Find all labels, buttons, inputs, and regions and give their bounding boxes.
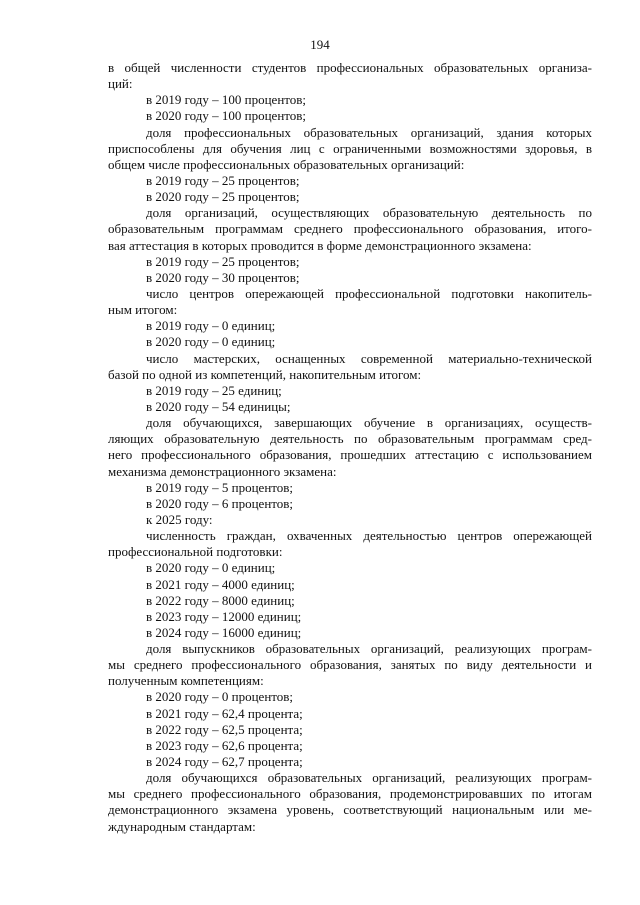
text-line: мы среднего профессионального образования, продемонстрировавших по итогам xyxy=(108,786,592,802)
text-line: доля организаций, осуществляющих образовательную деятельность по xyxy=(146,205,592,221)
list-item: в 2020 году – 100 процентов; xyxy=(146,108,307,124)
text-line: число мастерских, оснащенных современной материально-технической xyxy=(146,350,592,366)
text-line: доля выпускников образовательных организаций, реализующих програм- xyxy=(146,641,592,657)
list-item: в 2019 году – 100 процентов; xyxy=(146,92,307,108)
text-line: ным итогом: xyxy=(108,302,178,318)
text-line: ций: xyxy=(108,76,133,92)
list-item: в 2024 году – 16000 единиц; xyxy=(146,624,302,640)
text-line: мы среднего профессионального образования, занятых по виду деятельности и xyxy=(108,657,592,673)
list-item: в 2024 году – 62,7 процента; xyxy=(146,754,303,770)
list-item: в 2023 году – 62,6 процента; xyxy=(146,737,303,753)
text-line: профессиональной подготовки: xyxy=(108,544,283,560)
text-line: общем числе профессиональных образовательных организаций: xyxy=(108,156,465,172)
list-item: в 2019 году – 25 процентов; xyxy=(146,172,300,188)
list-item: в 2019 году – 25 единиц; xyxy=(146,382,282,398)
text-line: доля обучающихся, завершающих обучение в организациях, осуществ- xyxy=(146,415,592,431)
list-item: в 2021 году – 62,4 процента; xyxy=(146,705,303,721)
list-item: в 2020 году – 0 единиц; xyxy=(146,334,276,350)
text-line: ждународным стандартам: xyxy=(108,818,256,834)
list-item: в 2019 году – 5 процентов; xyxy=(146,479,294,495)
text-line: в общей численности студентов профессиональных образовательных организа- xyxy=(108,60,592,75)
text-line: доля профессиональных образовательных организаций, здания которых xyxy=(146,124,592,140)
text-line: полученным компетенциям: xyxy=(108,673,264,689)
list-item: в 2022 году – 8000 единиц; xyxy=(146,592,295,608)
list-item: в 2019 году – 25 процентов; xyxy=(146,253,300,269)
list-item: в 2022 году – 62,5 процента; xyxy=(146,721,303,737)
text-line: образовательным программам среднего профессионального образования, итого- xyxy=(108,221,592,237)
list-item: в 2020 году – 25 процентов; xyxy=(146,189,300,205)
list-item: в 2019 году – 0 единиц; xyxy=(146,318,276,334)
text-line: численность граждан, охваченных деятельностью центров опережающей xyxy=(146,528,592,544)
list-item: к 2025 году: xyxy=(146,511,213,527)
text-line: ляющих образовательную деятельность по образовательным программам сред- xyxy=(108,431,592,447)
list-item: в 2021 году – 4000 единиц; xyxy=(146,576,295,592)
text-line: него профессионального образования, прошедших аттестацию с использованием xyxy=(108,447,592,463)
list-item: в 2020 году – 0 единиц; xyxy=(146,560,276,576)
document-body xyxy=(108,60,592,835)
text-line: демонстрационного экзамена уровень, соответствующий национальным или ме- xyxy=(108,802,592,818)
list-item: в 2020 году – 54 единицы; xyxy=(146,398,291,414)
text-line: приспособлены для обучения лиц с ограниченными возможностями здоровья, в xyxy=(108,140,592,156)
list-item: в 2020 году – 0 процентов; xyxy=(146,689,294,705)
list-item: в 2020 году – 30 процентов; xyxy=(146,269,300,285)
text-line: вая аттестация в которых проводится в форме демонстрационного экзамена: xyxy=(108,237,532,253)
list-item: в 2020 году – 6 процентов; xyxy=(146,495,294,511)
page-number: 194 xyxy=(310,37,330,52)
text-line: доля обучающихся образовательных организаций, реализующих програм- xyxy=(146,770,592,786)
text-line: базой по одной из компетенций, накопительным итогом: xyxy=(108,366,422,382)
text-line: число центров опережающей профессиональной подготовки накопитель- xyxy=(146,285,592,301)
list-item: в 2023 году – 12000 единиц; xyxy=(146,608,302,624)
text-line: механизма демонстрационного экзамена: xyxy=(108,463,337,479)
